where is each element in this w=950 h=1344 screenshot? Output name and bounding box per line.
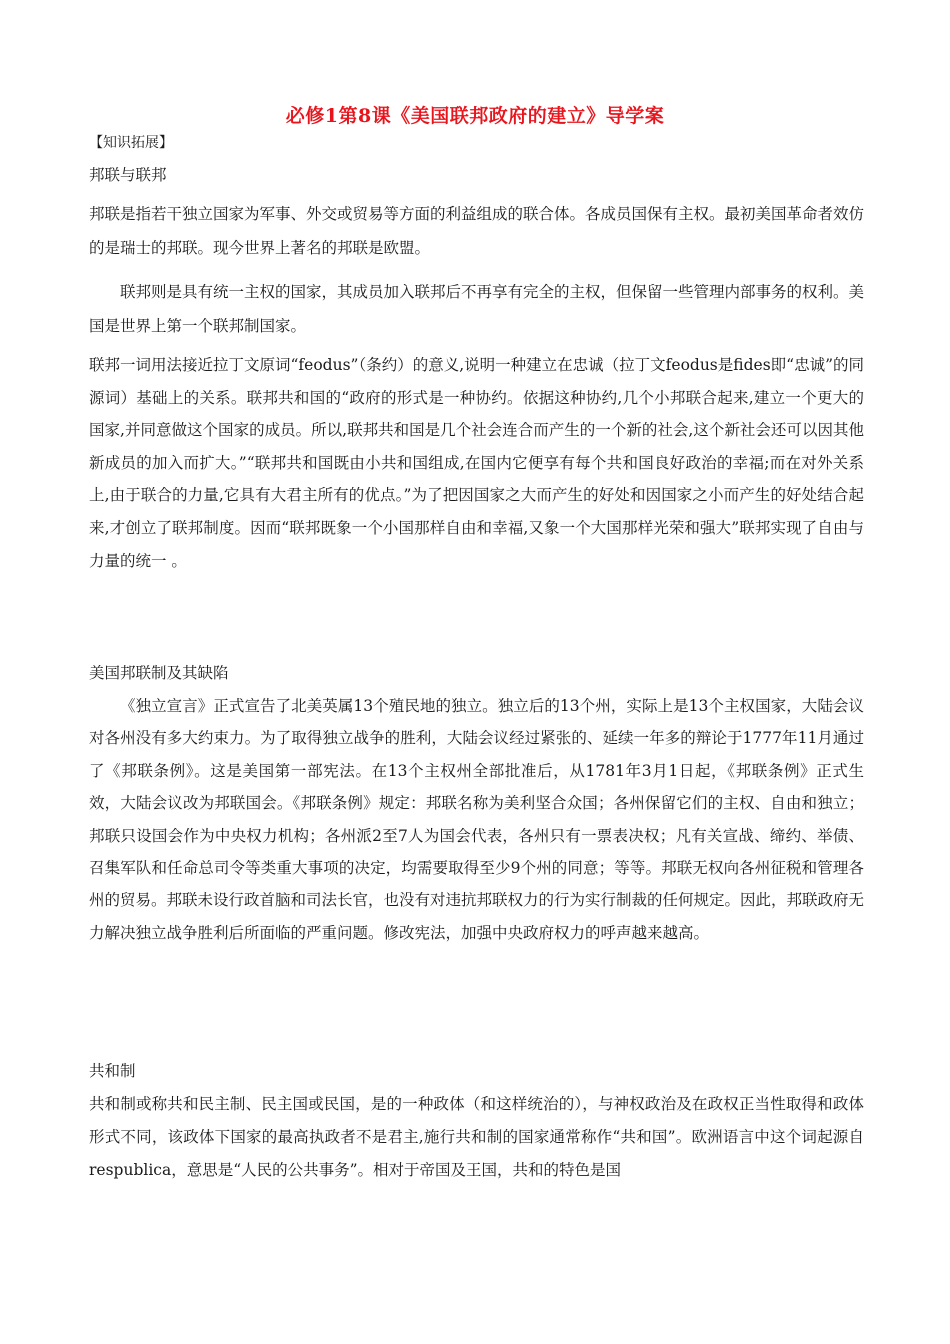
paragraph-articles-of-confederation: 《独立宣言》正式宣告了北美英属13个殖民地的独立。独立后的13个州，实际上是13个主权国家，大陆会议对各州没有多大约束力。为了取得独立战争的胜利，大陆会议经过紧张的、延续一年多的辩论于1777年11月通过了《邦联条例》。这是美国第一部宪法。在13个主权州全部批准后，从1781年3月1日起，《邦联条例》正式生效，大陆会议改为邦联国会。《邦联条例》规定：邦联名称为美利坚合众国；各州保留它们的主权、自由和独立；邦联只设国会作为中央权力机构；各州派2至7人为国会代表，各州只有一票表决权；凡有关宣战、缔约、举债、召集军队和任命总司令等类重大事项的决定，均需要取得至少9个州的同意；等等。邦联无权向各州征税和管理各州的贸易。邦联未设行政首脑和司法长官，也没有对违抗邦联权力的行为实行制裁的任何规定。因此，邦联政府无力解决独立战争胜利后所面临的严重问题。修改宪法，加强中央政府权力的呼声越来越高。 [89, 697, 865, 942]
section-tag: 【知识拓展】 [89, 135, 173, 151]
paragraph-federation: 联邦则是具有统一主权的国家，其成员加入联邦后不再享有完全的主权，但保留一些管理内部事务的权利。美国是世界上第一个联邦制国家。 [89, 283, 865, 335]
section-heading-confederation: 邦联与联邦 [89, 166, 167, 184]
page-title: 必修1第8课《美国联邦政府的建立》导学案 [285, 105, 665, 127]
section-heading-republic: 共和制 [89, 1062, 136, 1080]
section-heading-us-confederation: 美国邦联制及其缺陷 [89, 664, 229, 682]
paragraph-republic: 共和制或称共和民主制、民主国或民国，是的一种政体（和这样统治的），与神权政治及在政权正当性取得和政体形式不同，该政体下国家的最高执政者不是君主,施行共和制的国家通常称作“共和国”。欧洲语言中这个词起源自respublica，意思是“人民的公共事务”。相对于帝国及王国，共和的特色是国 [89, 1095, 864, 1179]
paragraph-federation-etymology: 联邦一词用法接近拉丁文原词“feodus”（条约）的意义,说明一种建立在忠诚（拉丁文feodus是fides即“忠诚”的同源词）基础上的关系。联邦共和国的“政府的形式是一种协约。依据这种协约,几个小邦联合起来,建立一个更大的国家,并同意做这个国家的成员。所以,联邦共和国是几个社会连合而产生的一个新的社会,这个新社会还可以因其他新成员的加入而扩大。”“联邦共和国既由小共和国组成,在国内它便享有每个共和国良好政治的幸福;而在对外关系上,由于联合的力量,它具有大君主所有的优点。”为了把因国家之大而产生的好处和因国家之小而产生的好处结合起来,才创立了联邦制度。因而“联邦既象一个小国那样自由和幸福,又象一个大国那样光荣和强大”联邦实现了自由与力量的统一 。 [89, 356, 864, 570]
paragraph-confederation: 邦联是指若干独立国家为军事、外交或贸易等方面的利益组成的联合体。各成员国保有主权。最初美国革命者效仿的是瑞士的邦联。现今世界上著名的邦联是欧盟。 [89, 205, 865, 257]
